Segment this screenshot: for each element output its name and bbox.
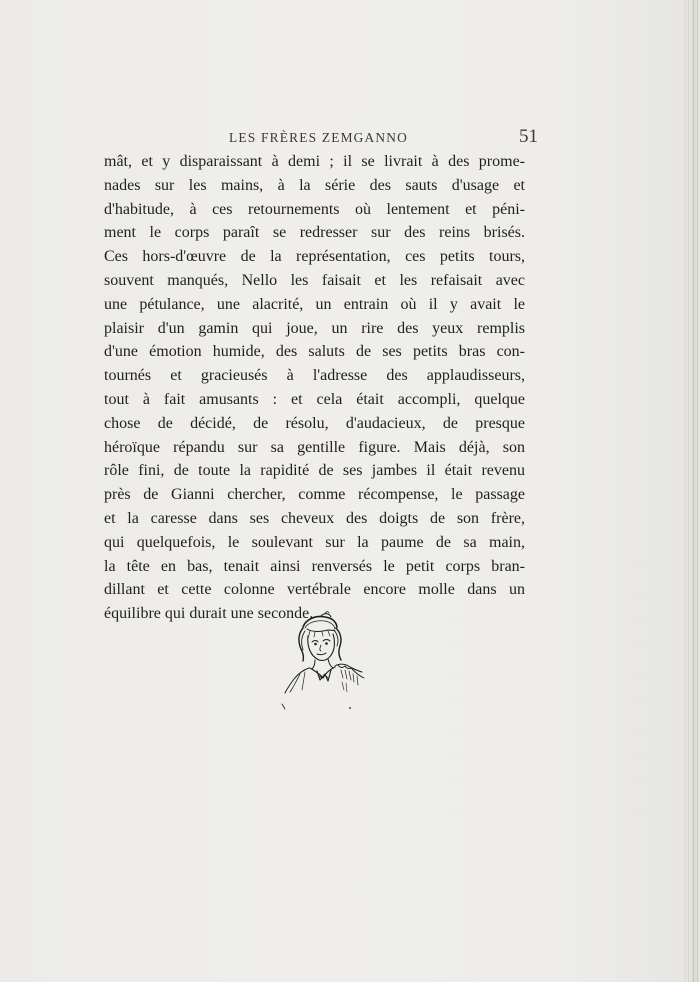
child-portrait-sketch-icon [270,608,380,720]
text-line: près de Gianni chercher, comme récompense, le passage [104,486,525,504]
text-line: une pétulance, une alacrité, un entrain où il y avait le [104,295,525,313]
text-line: qui quelquefois, le soulevant sur la paume de sa main, [104,533,525,551]
text-line: nades sur les mains, à la série des sauts d'usage et [104,176,525,194]
text-line: d'une émotion humide, des saluts de ses petits bras con- [104,343,525,361]
text-line: et la caresse dans ses cheveux des doigts de son frère, [104,509,525,527]
text-line: tournés et gracieusés à l'adresse des applaudisseurs, [104,367,525,385]
text-line: dillant et cette colonne vertébrale encore molle dans un [104,581,525,599]
text-line: mât, et y disparaissant à demi ; il se livrait à des prome- [104,153,525,170]
page-number: 51 [519,126,538,147]
child-portrait-sketch-drawing [270,608,380,720]
text-line: souvent manqués, Nello les faisait et les refaisait avec [104,271,525,289]
text-line: héroïque répandu sur sa gentille figure. Mais déjà, son [104,438,525,456]
text-line: d'habitude, à ces retournements où lentement et péni- [104,200,525,218]
text-line: équilibre qui durait une seconde. [104,605,314,623]
text-line: chose de décidé, de résolu, d'audacieux, de presque [104,414,525,432]
text-line: Ces hors-d'œuvre de la représentation, ces petits tours, [104,248,525,266]
running-title: LES FRÈRES ZEMGANNO [229,130,409,145]
text-line: tout à fait amusants : et cela était accompli, quelque [104,390,525,408]
page-header [229,128,538,148]
page-edge [684,0,700,982]
body-text [104,150,525,626]
text-line: plaisir d'un gamin qui joue, un rire des yeux remplis [104,319,525,337]
text-line: ment le corps paraît se redresser sur des reins brisés. [104,224,525,242]
text-line: rôle fini, de toute la rapidité de ses jambes il était revenu [104,462,525,480]
text-line: la tête en bas, tenait ainsi renversés le petit corps bran- [104,557,525,575]
